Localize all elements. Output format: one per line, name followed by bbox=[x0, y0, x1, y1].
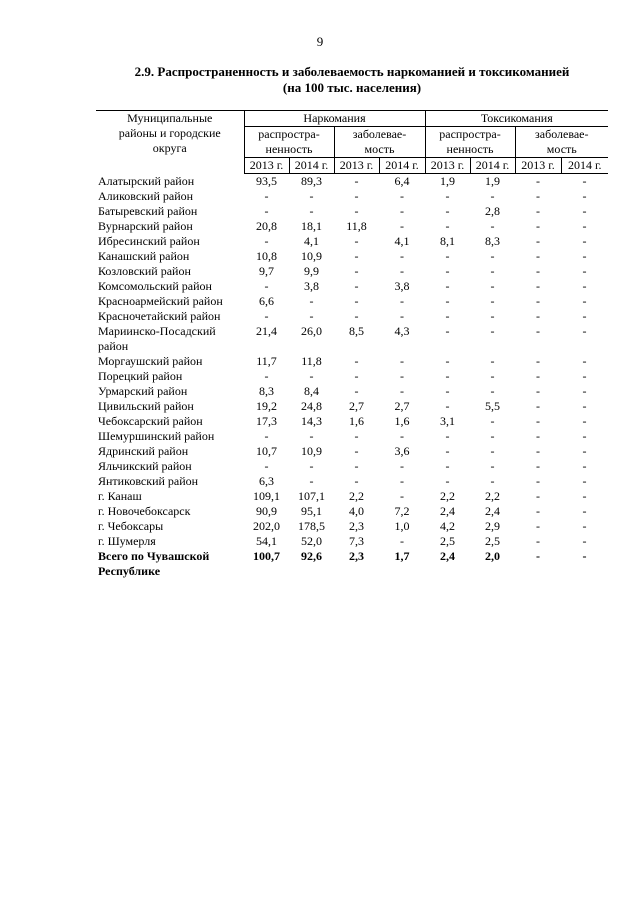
narco-incidence-header bbox=[334, 127, 425, 158]
value-cell: 9,9 bbox=[304, 264, 319, 278]
value-cell: 9,7 bbox=[259, 264, 274, 278]
table-header bbox=[96, 111, 608, 174]
region-name: Всего по Чувашской Республике bbox=[98, 549, 210, 578]
value-cell: 6,4 bbox=[394, 174, 410, 188]
prevalence-line1: распростра- bbox=[439, 127, 501, 141]
value-cell: - bbox=[582, 504, 587, 518]
value-cell: - bbox=[309, 309, 314, 323]
statistics-table bbox=[96, 110, 608, 579]
value-cell: - bbox=[490, 189, 495, 203]
region-name: Ядринский район bbox=[98, 444, 189, 458]
value-cell: - bbox=[445, 384, 450, 398]
value-cell: - bbox=[264, 429, 269, 443]
value-cell: - bbox=[445, 354, 450, 368]
table-title-line2: (на 100 тыс. населения) bbox=[282, 80, 422, 95]
value-cell: - bbox=[536, 459, 540, 473]
prevalence-line1: распростра- bbox=[258, 127, 320, 141]
table-row bbox=[96, 279, 608, 294]
value-cell: - bbox=[536, 474, 540, 488]
value-cell: - bbox=[445, 474, 450, 488]
value-cell: 4,1 bbox=[304, 234, 319, 248]
value-cell: - bbox=[400, 384, 404, 398]
value-cell: - bbox=[309, 369, 314, 383]
value-cell: 1,0 bbox=[394, 519, 410, 533]
value-cell: - bbox=[445, 309, 450, 323]
value-cell: - bbox=[445, 324, 450, 338]
value-cell: - bbox=[582, 174, 587, 188]
prevalence-line2: ненность bbox=[446, 142, 494, 156]
value-cell: 8,3 bbox=[259, 384, 274, 398]
value-cell: - bbox=[536, 309, 540, 323]
region-name: Козловский район bbox=[98, 264, 191, 278]
value-cell: 93,5 bbox=[256, 174, 277, 188]
value-cell: 2,7 bbox=[394, 399, 410, 413]
value-cell: - bbox=[536, 204, 540, 218]
value-cell: - bbox=[400, 264, 404, 278]
value-cell: - bbox=[582, 219, 587, 233]
value-cell: - bbox=[490, 294, 495, 308]
value-cell: - bbox=[582, 474, 587, 488]
table-row bbox=[96, 534, 608, 549]
value-cell: - bbox=[445, 219, 450, 233]
value-cell: 7,2 bbox=[394, 504, 410, 518]
value-cell: 2,4 bbox=[485, 504, 500, 518]
value-cell: - bbox=[354, 474, 359, 488]
value-cell: - bbox=[400, 459, 404, 473]
incidence-line2: мость bbox=[364, 142, 395, 156]
value-cell: 4,3 bbox=[394, 324, 410, 338]
value-cell: - bbox=[445, 249, 450, 263]
table-row bbox=[96, 474, 608, 489]
value-cell: - bbox=[400, 429, 404, 443]
table-title-line1: 2.9. Распространенность и заболеваемость наркоманией и токсикоманией bbox=[134, 64, 570, 79]
region-header-line1: Муниципальные bbox=[127, 111, 213, 125]
value-cell: - bbox=[445, 429, 450, 443]
value-cell: - bbox=[264, 204, 269, 218]
value-cell: - bbox=[582, 204, 587, 218]
value-cell: 8,5 bbox=[349, 324, 364, 338]
value-cell: - bbox=[264, 459, 269, 473]
value-cell: 26,0 bbox=[301, 324, 322, 338]
value-cell: - bbox=[536, 324, 540, 338]
table-row bbox=[96, 369, 608, 384]
toxi-prevalence-header bbox=[425, 127, 515, 158]
value-cell: 202,0 bbox=[253, 519, 280, 533]
table-title bbox=[96, 64, 608, 96]
value-cell: - bbox=[536, 384, 540, 398]
value-cell: 7,3 bbox=[349, 534, 364, 548]
value-cell: - bbox=[582, 189, 587, 203]
incidence-line1: заболевае- bbox=[535, 127, 589, 141]
value-cell: - bbox=[490, 279, 495, 293]
value-cell: - bbox=[582, 354, 587, 368]
region-name: Аликовский район bbox=[98, 189, 194, 203]
value-cell: 2,5 bbox=[485, 534, 500, 548]
value-cell: 2,8 bbox=[485, 204, 500, 218]
table-row bbox=[96, 384, 608, 399]
value-cell: 8,4 bbox=[304, 384, 319, 398]
value-cell: - bbox=[354, 354, 359, 368]
value-cell: - bbox=[354, 264, 359, 278]
value-cell: - bbox=[490, 384, 495, 398]
value-cell: - bbox=[264, 234, 269, 248]
region-name: Мариинско-Посадский район bbox=[98, 324, 216, 353]
table-row bbox=[96, 294, 608, 309]
region-name: Вурнарский район bbox=[98, 219, 193, 233]
value-cell: - bbox=[582, 489, 587, 503]
value-cell: 2,9 bbox=[485, 519, 500, 533]
value-cell: 2,3 bbox=[349, 519, 364, 533]
region-name: Шемуршинский район bbox=[98, 429, 215, 443]
value-cell: - bbox=[536, 444, 540, 458]
value-cell: - bbox=[400, 354, 404, 368]
value-cell: - bbox=[354, 429, 359, 443]
value-cell: - bbox=[490, 474, 495, 488]
value-cell: - bbox=[400, 249, 404, 263]
value-cell: - bbox=[536, 549, 540, 563]
table-row bbox=[96, 309, 608, 324]
region-header-line3: округа bbox=[152, 141, 187, 155]
value-cell: - bbox=[536, 174, 540, 188]
value-cell: 6,3 bbox=[259, 474, 274, 488]
year-header: 2013 г. bbox=[425, 158, 470, 174]
value-cell: - bbox=[582, 384, 587, 398]
incidence-line1: заболевае- bbox=[352, 127, 407, 141]
value-cell: - bbox=[309, 474, 314, 488]
narcomania-group-header: Наркомания bbox=[244, 111, 425, 127]
incidence-line2: мость bbox=[546, 142, 577, 156]
value-cell: - bbox=[354, 294, 359, 308]
value-cell: - bbox=[354, 309, 359, 323]
value-cell: - bbox=[400, 369, 404, 383]
value-cell: 3,6 bbox=[394, 444, 410, 458]
value-cell: - bbox=[445, 189, 450, 203]
value-cell: 8,1 bbox=[440, 234, 455, 248]
value-cell: - bbox=[536, 264, 540, 278]
value-cell: - bbox=[536, 354, 540, 368]
value-cell: 2,2 bbox=[349, 489, 364, 503]
value-cell: 10,9 bbox=[301, 444, 322, 458]
value-cell: - bbox=[400, 204, 404, 218]
value-cell: - bbox=[536, 519, 540, 533]
value-cell: - bbox=[309, 429, 314, 443]
value-cell: - bbox=[536, 294, 540, 308]
value-cell: - bbox=[264, 189, 269, 203]
value-cell: 4,2 bbox=[440, 519, 455, 533]
value-cell: - bbox=[354, 234, 359, 248]
table-row bbox=[96, 504, 608, 519]
value-cell: 11,8 bbox=[346, 219, 367, 233]
value-cell: 3,8 bbox=[304, 279, 319, 293]
value-cell: 1,9 bbox=[485, 174, 500, 188]
page-number: 9 bbox=[316, 34, 324, 49]
value-cell: 100,7 bbox=[253, 549, 280, 563]
value-cell: 8,3 bbox=[485, 234, 500, 248]
prevalence-line2: ненность bbox=[265, 142, 313, 156]
region-name: г. Новочебоксарск bbox=[98, 504, 191, 518]
table-body bbox=[96, 174, 608, 580]
value-cell: - bbox=[582, 279, 587, 293]
table-row bbox=[96, 399, 608, 414]
value-cell: - bbox=[582, 249, 587, 263]
value-cell: - bbox=[582, 324, 587, 338]
value-cell: - bbox=[582, 519, 587, 533]
region-name: Канашский район bbox=[98, 249, 190, 263]
value-cell: 90,9 bbox=[256, 504, 277, 518]
region-name: Янтиковский район bbox=[98, 474, 199, 488]
value-cell: - bbox=[400, 294, 404, 308]
value-cell: - bbox=[445, 459, 450, 473]
table-row bbox=[96, 189, 608, 204]
region-name: г. Шумерля bbox=[98, 534, 156, 548]
value-cell: - bbox=[354, 384, 359, 398]
value-cell: 10,7 bbox=[256, 444, 277, 458]
value-cell: 1,7 bbox=[394, 549, 410, 563]
value-cell: - bbox=[582, 369, 587, 383]
value-cell: 21,4 bbox=[256, 324, 277, 338]
value-cell: - bbox=[490, 354, 495, 368]
table-row bbox=[96, 324, 608, 354]
total-row bbox=[96, 549, 608, 579]
value-cell: - bbox=[536, 249, 540, 263]
region-name: Цивильский район bbox=[98, 399, 194, 413]
region-name: Комсомольский район bbox=[98, 279, 212, 293]
value-cell: - bbox=[582, 459, 587, 473]
value-cell: - bbox=[400, 309, 404, 323]
value-cell: - bbox=[490, 459, 495, 473]
value-cell: - bbox=[354, 279, 359, 293]
value-cell: - bbox=[582, 264, 587, 278]
year-header: 2013 г. bbox=[334, 158, 379, 174]
value-cell: 4,0 bbox=[349, 504, 364, 518]
table-row bbox=[96, 204, 608, 219]
value-cell: - bbox=[582, 294, 587, 308]
table-row bbox=[96, 429, 608, 444]
value-cell: - bbox=[536, 219, 540, 233]
value-cell: - bbox=[264, 369, 269, 383]
value-cell: 2,2 bbox=[440, 489, 455, 503]
value-cell: 54,1 bbox=[256, 534, 277, 548]
value-cell: - bbox=[490, 219, 495, 233]
value-cell: - bbox=[354, 369, 359, 383]
value-cell: - bbox=[445, 369, 450, 383]
value-cell: - bbox=[354, 174, 359, 188]
value-cell: - bbox=[490, 429, 495, 443]
value-cell: - bbox=[400, 489, 404, 503]
value-cell: - bbox=[309, 294, 314, 308]
value-cell: - bbox=[582, 414, 587, 428]
value-cell: 3,1 bbox=[440, 414, 455, 428]
table-row bbox=[96, 219, 608, 234]
value-cell: 10,8 bbox=[256, 249, 277, 263]
value-cell: - bbox=[445, 279, 450, 293]
value-cell: - bbox=[445, 264, 450, 278]
year-header: 2013 г. bbox=[244, 158, 289, 174]
narco-prevalence-header bbox=[244, 127, 334, 158]
value-cell: - bbox=[490, 324, 495, 338]
value-cell: - bbox=[445, 444, 450, 458]
value-cell: - bbox=[490, 309, 495, 323]
value-cell: - bbox=[582, 429, 587, 443]
value-cell: - bbox=[536, 189, 540, 203]
toxicomania-group-header: Токсикомания bbox=[425, 111, 608, 127]
region-name: Моргаушский район bbox=[98, 354, 203, 368]
value-cell: 52,0 bbox=[301, 534, 322, 548]
value-cell: 17,3 bbox=[256, 414, 277, 428]
value-cell: - bbox=[445, 399, 450, 413]
value-cell: 4,1 bbox=[394, 234, 410, 248]
value-cell: 2,3 bbox=[349, 549, 364, 563]
value-cell: 3,8 bbox=[394, 279, 410, 293]
region-name: Красноармейский район bbox=[98, 294, 223, 308]
value-cell: - bbox=[354, 189, 359, 203]
value-cell: 1,9 bbox=[440, 174, 455, 188]
value-cell: 1,6 bbox=[349, 414, 364, 428]
table-row bbox=[96, 459, 608, 474]
region-name: г. Канаш bbox=[98, 489, 142, 503]
value-cell: - bbox=[490, 264, 495, 278]
value-cell: 2,4 bbox=[440, 549, 455, 563]
value-cell: - bbox=[536, 429, 540, 443]
value-cell: 11,7 bbox=[256, 354, 277, 368]
value-cell: 89,3 bbox=[301, 174, 322, 188]
value-cell: 10,9 bbox=[301, 249, 322, 263]
table-row bbox=[96, 414, 608, 429]
value-cell: - bbox=[309, 459, 314, 473]
year-header: 2013 г. bbox=[515, 158, 561, 174]
value-cell: 2,7 bbox=[349, 399, 364, 413]
value-cell: - bbox=[309, 204, 314, 218]
value-cell: - bbox=[264, 279, 269, 293]
value-cell: 24,8 bbox=[301, 399, 322, 413]
value-cell: - bbox=[582, 534, 587, 548]
value-cell: - bbox=[354, 204, 359, 218]
table-row bbox=[96, 354, 608, 369]
value-cell: - bbox=[264, 309, 269, 323]
value-cell: - bbox=[354, 249, 359, 263]
value-cell: - bbox=[582, 234, 587, 248]
value-cell: 95,1 bbox=[301, 504, 322, 518]
value-cell: 109,1 bbox=[253, 489, 280, 503]
table-row bbox=[96, 444, 608, 459]
region-name: Ибресинский район bbox=[98, 234, 200, 248]
value-cell: 11,8 bbox=[301, 354, 322, 368]
value-cell: - bbox=[490, 249, 495, 263]
value-cell: - bbox=[582, 309, 587, 323]
table-row bbox=[96, 174, 608, 190]
value-cell: 20,8 bbox=[256, 219, 277, 233]
value-cell: - bbox=[536, 279, 540, 293]
year-header: 2014 г. bbox=[289, 158, 334, 174]
toxi-incidence-header bbox=[515, 127, 608, 158]
value-cell: - bbox=[354, 459, 359, 473]
year-header: 2014 г. bbox=[379, 158, 425, 174]
value-cell: 2,2 bbox=[485, 489, 500, 503]
value-cell: 14,3 bbox=[301, 414, 322, 428]
year-header: 2014 г. bbox=[561, 158, 608, 174]
region-column-header bbox=[96, 111, 244, 174]
value-cell: - bbox=[582, 549, 587, 563]
region-name: Красночетайский район bbox=[98, 309, 221, 323]
value-cell: - bbox=[400, 474, 404, 488]
value-cell: - bbox=[354, 444, 359, 458]
value-cell: - bbox=[536, 399, 540, 413]
value-cell: - bbox=[490, 444, 495, 458]
region-name: Урмарский район bbox=[98, 384, 188, 398]
value-cell: - bbox=[536, 504, 540, 518]
value-cell: - bbox=[400, 219, 404, 233]
value-cell: - bbox=[582, 399, 587, 413]
value-cell: - bbox=[490, 414, 495, 428]
value-cell: 92,6 bbox=[301, 549, 322, 563]
table-row bbox=[96, 264, 608, 279]
region-name: Алатырский район bbox=[98, 173, 195, 188]
value-cell: 2,4 bbox=[440, 504, 455, 518]
value-cell: - bbox=[490, 369, 495, 383]
value-cell: 18,1 bbox=[301, 219, 322, 233]
table-row bbox=[96, 489, 608, 504]
value-cell: - bbox=[445, 204, 450, 218]
value-cell: - bbox=[536, 489, 540, 503]
region-name: Чебоксарский район bbox=[98, 414, 203, 428]
region-name: Яльчикский район bbox=[98, 459, 192, 473]
value-cell: - bbox=[309, 189, 314, 203]
value-cell: 1,6 bbox=[394, 414, 410, 428]
value-cell: - bbox=[400, 189, 404, 203]
value-cell: - bbox=[536, 369, 540, 383]
value-cell: 2,5 bbox=[440, 534, 455, 548]
value-cell: - bbox=[536, 534, 540, 548]
value-cell: 19,2 bbox=[256, 399, 277, 413]
region-name: Батыревский район bbox=[98, 204, 198, 218]
table-row bbox=[96, 519, 608, 534]
value-cell: - bbox=[400, 534, 404, 548]
region-name: г. Чебоксары bbox=[98, 519, 164, 533]
value-cell: - bbox=[536, 234, 540, 248]
year-header: 2014 г. bbox=[470, 158, 515, 174]
value-cell: 107,1 bbox=[298, 489, 325, 503]
region-name: Порецкий район bbox=[98, 369, 183, 383]
value-cell: - bbox=[536, 414, 540, 428]
value-cell: 178,5 bbox=[298, 519, 325, 533]
value-cell: 6,6 bbox=[259, 294, 274, 308]
region-header-line2: районы и городские bbox=[118, 126, 221, 140]
table-row bbox=[96, 249, 608, 264]
value-cell: 2,0 bbox=[485, 549, 500, 563]
value-cell: 5,5 bbox=[485, 399, 500, 413]
value-cell: - bbox=[445, 294, 450, 308]
table-row bbox=[96, 234, 608, 249]
value-cell: - bbox=[582, 444, 587, 458]
